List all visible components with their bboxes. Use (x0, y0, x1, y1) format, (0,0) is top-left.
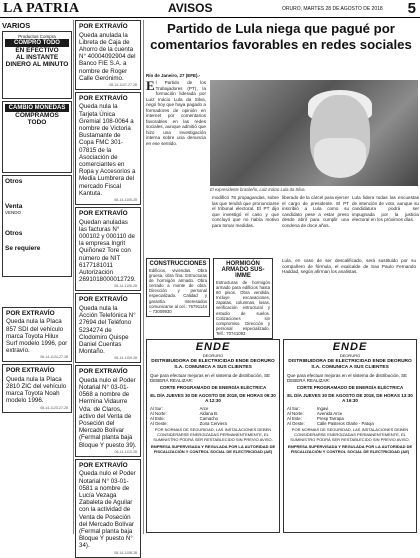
ende-intro: Que para efectuar mejoras en el sistema de distribución, SE DEBERÁ REALIZAR: (150, 372, 271, 383)
notice-title: POR EXTRAVÍO (79, 368, 128, 376)
notice-body: Queda nula la Acción Telefónica N° 27694 del Teléfono 5234274 de Clodomiro Quispe Daniel Cuentas Montaño. (79, 304, 136, 356)
lead-text: l Partido de los Trabajadores (PT), la formación liderada por Luiz Inácio Lula da Silva, negó hoy que haya pagado a formadores de opinión en internet por comentarios favorables en las redes sociales, aunque admitió que hizo una investigación interna sobre una denuncia en ese sentido. (146, 80, 206, 146)
column-rule (73, 20, 74, 534)
ende-closing: POR NORMAS DE SEGURIDAD, LAS INSTALACIONES DEBEN CONSIDERARSE ENERGIZADAS PERMANENTEMENTE, EL SUMINISTRO PODRÁ SER RESTABLECIDO SIN PREVIO AVISO. (290, 427, 410, 443)
notice-body: Queda nulo el Poder Notarial N° 03-01-0568 a nombre de Hermina Vidaurre Vda. de Claros, activo del Venta de Poseción del Mercado Bolívar (Fermal planta baja Bloque Y puesto 39). (79, 376, 137, 449)
classified-ad-compro (2, 31, 72, 99)
photo-beard-shape (314, 138, 366, 178)
box-title: HORMIGÓN ARMADO SUS-IMME (221, 261, 265, 279)
ende-zones (287, 406, 413, 427)
dateline: ORURO, MARTES 28 DE AGOSTO DE 2018 (282, 6, 383, 12)
box-body: Edificios, viviendas. Obra gruesa, obra fina. Estructuras de hormigón armado. Obra cerrado a monte de obra. Dirección y personal especializado. Calidad y garantía. Interesados comunicarse al cel.: 76791144 – 73009930 (149, 268, 207, 314)
notice-title: POR EXTRAVÍO (79, 210, 128, 218)
lost-notice (75, 92, 141, 205)
lost-notice (75, 459, 141, 558)
ende-sub: DEORURO (202, 353, 224, 358)
lost-notice (75, 20, 141, 90)
hormigon-ad (213, 258, 273, 339)
notice-code: 08-14-1124-27-28 (40, 355, 68, 360)
ad-line: AL INSTANTE (15, 54, 59, 62)
article-headline: Partido de Lula niega que pagué por comentarios favorables en redes sociales (150, 21, 412, 52)
lost-notice (75, 207, 141, 291)
category-label: Se requiere (5, 244, 41, 252)
notices-column (75, 20, 141, 555)
notice-title: POR EXTRAVÍO (6, 309, 55, 317)
notice-body: Queda nula la Placa 857 SDI del vehículo marca Toyota Hilux Surf modelo 1996, por extravío. (6, 318, 68, 355)
article-column: Lula lidera todas las encuestas de intención de voto, aunque su candidatura podrá ser impugnada por la justicia electoral en los próximos días. (352, 195, 419, 222)
zone-label: Al Oeste: (287, 421, 305, 427)
newspaper-brand: LA PATRIA (3, 1, 80, 16)
notice-body: Queda anulada la Libreta de Caja de Ahorro de la cuenta N° 40004092904 del Banco FIE S.A. a nombre de Roger Calle Gerónimo. (79, 31, 136, 82)
zone-label: Al Sur: (150, 405, 163, 411)
zone-label: Al Norte: (150, 410, 167, 416)
notice-code: 08-14-1108-28 (114, 550, 137, 555)
construcciones-ad (146, 258, 210, 317)
notice-title: POR EXTRAVÍO (79, 296, 128, 304)
classifieds-section-title: VARIOS (2, 21, 31, 30)
notice-code: 08-14-1106-28 (114, 284, 137, 289)
zone-label: Al Este: (287, 416, 302, 422)
article-lead (146, 80, 206, 146)
notice-title: POR EXTRAVÍO (79, 23, 128, 30)
article-byline: Río de Janeiro, 27 (EFE).- (146, 73, 201, 78)
lost-notice (2, 307, 72, 363)
notice-code: 08-14-1110-28 (114, 449, 137, 454)
zone-row (287, 421, 413, 426)
lost-notice (75, 293, 141, 363)
ende-tag: EMPRESA SUPERVISADA Y REGULADA POR LA AUTORIDAD DE FISCALIZACIÓN Y CONTROL SOCIAL DE ELECTRICIDAD (AE) (287, 444, 413, 455)
zone-label: Al Norte: (287, 410, 304, 416)
ad-heading: Productos Compra (18, 34, 56, 39)
classified-ad-monedas (2, 101, 72, 173)
ende-logo: ENDE (195, 341, 231, 353)
ad-line: EN EFECTIVO (15, 47, 59, 55)
zone-label: Al Este: (150, 416, 165, 422)
ende-intro: Que para efectuar mejoras en el sistema de distribución, SE DEBERÁ REALIZAR: (287, 372, 408, 383)
box-title: CONSTRUCCIONES (149, 261, 207, 267)
zone-value: Presp Tarrapa (316, 416, 344, 422)
zone-value: Ingavi (316, 405, 329, 411)
category-label: Otros (5, 178, 23, 186)
box-body: Estructuras de hormigón armado para edificios hasta 60 pisos. Obra vendida. Incluye excavaciones, zapatas, columnas, losas, verificación estructural y estudio de suelos. Cotizaciones sin compromiso. Dirección y personal especializado. Telf.: 70741093 (216, 280, 270, 336)
lost-notice (75, 365, 141, 457)
category-label: Venta (5, 203, 23, 211)
ende-zones (150, 406, 276, 427)
notice-code: 08-14-1107-27-28 (109, 82, 137, 87)
notice-title: POR EXTRAVÍO (6, 367, 55, 375)
notice-body: Queda nula la Tarjeta Única Gremial 108-0064 a nombre de Victoria Bustamante de Copa FMC 301-07815 de la Asociación de comerciantes en Ropa y Accesorios a Media Lumbrera del mercado Fiscal Kantuta. (79, 103, 136, 197)
notice-body: Queda nulo el Poder Notarial N° 03-01-0581 a nombre de Lucía Vezaga Zabaleta de Aguilar con la actividad de Venta de Poseción del Mercado Bolívar (Fermal planta baja Bloque Y puesto N° 34). (79, 470, 136, 550)
zone-value: Calle Pasteros Olarte - Patoja (316, 421, 374, 427)
ende-date: EL DÍA JUEVES 30 DE AGOSTO DE 2018, DE HORAS 13:30 A 16:30 (287, 392, 413, 404)
zone-value: Camacho (199, 416, 218, 422)
drop-cap: E (146, 78, 155, 93)
ende-title: DISTRIBUIDORA DE ELECTRICIDAD ENDE DEORURO S.A. COMUNICA A SUS CLIENTES (151, 359, 275, 370)
ende-logo: ENDE (332, 341, 368, 353)
ende-title: DISTRIBUIDORA DE ELECTRICIDAD ENDE DEORURO S.A. COMUNICA A SUS CLIENTES (288, 359, 412, 370)
zone-value: Zona Cerviera (199, 421, 227, 427)
ende-tag: EMPRESA SUPERVISADA Y REGULADA POR LA AUTORIDAD DE FISCALIZACIÓN Y CONTROL SOCIAL DE ELECTRICIDAD (AE) (150, 444, 276, 455)
ende-sub: DEORURO (339, 353, 361, 358)
notice-code: 08-14-1123-27-28 (40, 405, 68, 410)
page-number: 5 (407, 0, 416, 17)
column-rule (143, 20, 144, 534)
category-label: Otros (5, 229, 23, 237)
article-column: modificó 78 propagandas, sobre las que tendrá que pronunciarse el tribunal electoral. El PT dijo que investigó el caso y que concluyó que no había motivo para tomar medidas. (212, 195, 279, 228)
notice-body: Quedan anuladas las facturas N° 000102 y 000110 de la empresa Ingrit Quiñonez Tore con número de NIT 6177181011 Autorización 2691018000012729. (79, 218, 136, 284)
ende-cut-title: CORTE PROGRAMADO DE ENERGÍA ELÉCTRICA (159, 385, 267, 391)
ende-closing: POR NORMAS DE SEGURIDAD, LAS INSTALACIONES DEBEN CONSIDERARSE ENERGIZADAS PERMANENTEMENTE, EL SUMINISTRO PODRÁ SER RESTABLECIDO SIN PREVIO AVISO. (153, 427, 273, 443)
ad-line: VENDO (5, 210, 22, 216)
ende-notice (283, 339, 417, 533)
photo-caption: El expresidente brasileño, Luiz Inácio Lula da Silva. (210, 187, 306, 192)
lost-notice (2, 364, 72, 412)
ende-cut-title: CORTE PROGRAMADO DE ENERGÍA ELÉCTRICA (296, 385, 404, 391)
zone-value: Aldana B. (199, 410, 219, 416)
ad-banner: COMPRO TODO (5, 39, 69, 47)
zone-value: Arce (199, 405, 209, 411)
notice-title: POR EXTRAVÍO (79, 461, 128, 469)
classified-ad-small (2, 175, 72, 276)
notice-body: Queda nula la Placa 2810 ZIC del vehículo marca Toyota Noah modelo 1996. (6, 375, 67, 405)
article-photo (210, 80, 418, 186)
notice-code: 08-14-1109-28 (114, 356, 137, 361)
zone-row (150, 421, 276, 426)
section-title: AVISOS (168, 1, 213, 15)
ad-banner: CAMBIO MONEDAS (5, 104, 69, 112)
ad-line: COMPRAMOS TODO (15, 112, 59, 127)
ende-date: EL DÍA JUEVES 30 DE AGOSTO DE 2018, DE HORAS 09:30 A 12:30 (150, 392, 276, 404)
zone-label: Al Oeste: (150, 421, 168, 427)
classifieds-column (2, 20, 72, 534)
zone-value: Avenida Arce (316, 410, 343, 416)
article-column: Lula, en caso de ser descalificado, será sustituido por su compañero de fórmula, el exalcalde de Sao Paulo Fernando Haddad, según afirman los analistas. (282, 258, 416, 274)
article-column: liberado de la cárcel para ejercer el cargo de presidente. El PT inscribió a Lula como su candidato pese a estar preso desde abril para cumplir una condena de doce años. (282, 195, 349, 228)
page-header (0, 0, 420, 18)
notice-code: 08-14-1105-28 (114, 198, 137, 203)
zone-label: Al Sur: (287, 405, 300, 411)
ende-notice (146, 339, 280, 533)
notice-title: POR EXTRAVÍO (79, 94, 128, 102)
ad-line: DINERO AL MINUTO (5, 61, 69, 69)
